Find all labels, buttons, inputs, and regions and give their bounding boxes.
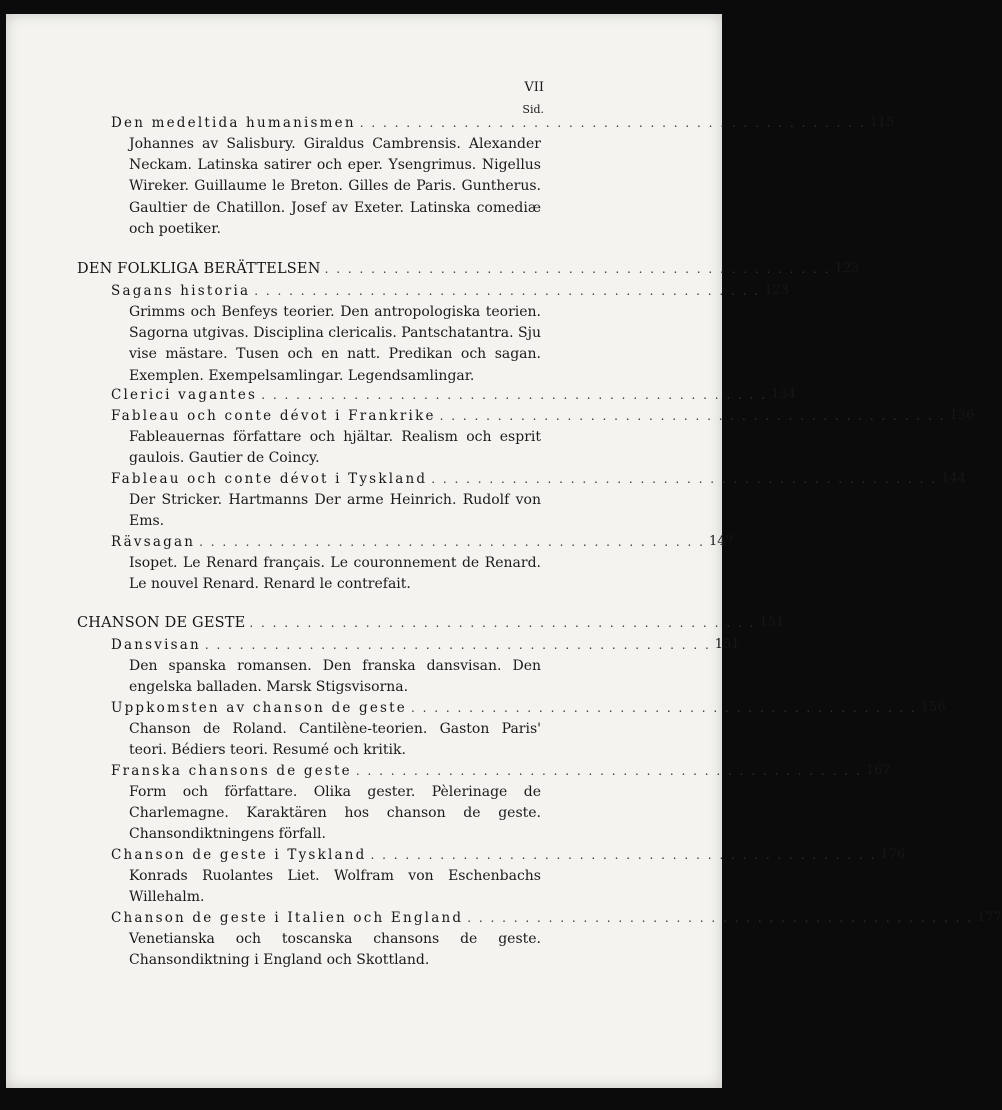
toc-entry-description: Johannes av Salisbury. Giraldus Cambrensis. Alexander Neckam. Latinska satirer och eper. Ysengrimus. Nigellus Wireker. Guillaume le Breton. Gilles de Paris. Guntherus. Gaultier de Chatillon. Josef av Exeter. Latinska comediæ och poetiker. — [129, 136, 541, 237]
toc-entry-page: 134 — [771, 387, 796, 402]
toc-entry-description: Den spanska romansen. Den franska dansvisan. Den engelska balladen. Marsk Stigsvisorna. — [129, 658, 541, 696]
toc-entry-page: 156 — [920, 700, 946, 715]
toc-entry-description: Konrads Ruolantes Liet. Wolfram von Eschenbachs Willehalm. — [129, 868, 541, 906]
toc-entry-title: Rävsagan — [111, 534, 196, 550]
toc-entry — [111, 636, 740, 654]
toc-entry-title: Chanson de geste i Tyskland — [111, 847, 367, 863]
leader-dots: . . . . . . . . . . . . . . . . . . . . . . . . . . . . . . . . . . . . . . . . . . . . — [254, 284, 761, 298]
toc-entry-page: 177 — [977, 910, 1002, 925]
toc-entry-title: Clerici vagantes — [111, 387, 258, 403]
toc-entry — [111, 282, 789, 300]
toc-entry-page: 151 — [714, 637, 740, 652]
toc-entry — [111, 533, 734, 551]
toc-entry-page: 115 — [869, 115, 895, 130]
leader-dots: . . . . . . . . . . . . . . . . . . . . . . . . . . . . . . . . . . . . . . . . . . . . — [199, 535, 705, 549]
leader-dots: . . . . . . . . . . . . . . . . . . . . . . . . . . . . . . . . . . . . . . . . . . . . — [439, 409, 946, 423]
toc-entry-page: 136 — [949, 408, 975, 423]
toc-entry — [111, 909, 1002, 927]
toc-entry-description: Grimms och Benfeys teorier. Den antropologiska teorien. Sagorna utgivas. Disciplina clericalis. Pantschatantra. Sju vise mästare. Tusen och en natt. Predikan och sagan. Exemplen. Exempelsamlingar. Legendsamlingar. — [129, 304, 541, 384]
toc-entry-description: Chanson de Roland. Cantilène-teorien. Gaston Paris' teori. Bédiers teori. Resumé och kritik. — [129, 721, 541, 759]
toc-part-page: 151 — [759, 615, 785, 630]
toc-entry-description: Venetianska och toscanska chansons de geste. Chansondiktning i England och Skottland. — [129, 931, 541, 969]
toc-entry — [111, 470, 966, 488]
toc-entry — [111, 762, 891, 780]
toc-entry — [111, 114, 895, 132]
toc-entry-page: 147 — [708, 534, 734, 549]
toc-entry-page: 144 — [941, 471, 966, 486]
toc-entry-title: Dansvisan — [111, 637, 201, 653]
leader-dots: . . . . . . . . . . . . . . . . . . . . . . . . . . . . . . . . . . . . . . . . . . . . — [370, 848, 877, 862]
leader-dots: . . . . . . . . . . . . . . . . . . . . . . . . . . . . . . . . . . . . . . . . . . . . — [359, 116, 866, 130]
toc-part-title: CHANSON DE GESTE — [77, 615, 246, 631]
leader-dots: . . . . . . . . . . . . . . . . . . . . . . . . . . . . . . . . . . . . . . . . . . . . — [467, 911, 974, 925]
toc-entry-page: 167 — [865, 763, 891, 778]
toc-entry-description: Der Stricker. Hartmanns Der arme Heinrich. Rudolf von Ems. — [129, 492, 541, 530]
toc-entry-title: Chanson de geste i Italien och England — [111, 910, 464, 926]
toc-entry-title: Uppkomsten av chanson de geste — [111, 700, 408, 716]
toc-entry-title: Den medeltida humanismen — [111, 115, 356, 131]
toc-part-heading — [77, 260, 860, 278]
leader-dots: . . . . . . . . . . . . . . . . . . . . . . . . . . . . . . . . . . . . . . . . . . . . — [261, 388, 768, 402]
toc-entry-title: Fableau och conte dévot i Frankrike — [111, 408, 436, 424]
toc-part-heading — [77, 614, 785, 632]
toc-entry-title: Sagans historia — [111, 283, 251, 299]
toc-entry-description: Isopet. Le Renard français. Le couronnement de Renard. Le nouvel Renard. Renard le contrefait. — [129, 555, 541, 593]
toc-entry-description: Form och författare. Olika gester. Pèlerinage de Charlemagne. Karaktären hos chanson de geste. Chansondiktningens förfall. — [129, 784, 541, 843]
toc-entry-page: 176 — [880, 847, 906, 862]
leader-dots: . . . . . . . . . . . . . . . . . . . . . . . . . . . . . . . . . . . . . . . . . . . . — [204, 638, 711, 652]
page-number: VII — [524, 80, 544, 95]
leader-dots: . . . . . . . . . . . . . . . . . . . . . . . . . . . . . . . . . . . . . . . . . . . . — [431, 472, 938, 486]
leader-dots: . . . . . . . . . . . . . . . . . . . . . . . . . . . . . . . . . . . . . . . . . . . . — [411, 701, 917, 715]
leader-dots: . . . . . . . . . . . . . . . . . . . . . . . . . . . . . . . . . . . . . . . . . . . . — [249, 616, 756, 630]
toc-entry-description: Fableauernas författare och hjältar. Realism och esprit gaulois. Gautier de Coincy. — [129, 429, 541, 467]
toc-entry — [111, 699, 946, 717]
toc-part-page: 123 — [834, 261, 860, 276]
leader-dots: . . . . . . . . . . . . . . . . . . . . . . . . . . . . . . . . . . . . . . . . . . . . — [355, 764, 862, 778]
book-page — [6, 14, 1002, 1088]
page-column-label: Sid. — [522, 103, 544, 116]
leader-dots: . . . . . . . . . . . . . . . . . . . . . . . . . . . . . . . . . . . . . . . . . . . . — [324, 262, 831, 276]
toc-entry — [111, 386, 796, 404]
toc-entry-title: Fableau och conte dévot i Tyskland — [111, 471, 428, 487]
toc-part-title: DEN FOLKLIGA BERÄTTELSEN — [77, 261, 321, 277]
toc-entry-title: Franska chansons de geste — [111, 763, 352, 779]
toc-entry-page: 123 — [764, 283, 789, 298]
toc-entry — [111, 846, 906, 864]
toc-entry — [111, 407, 975, 425]
